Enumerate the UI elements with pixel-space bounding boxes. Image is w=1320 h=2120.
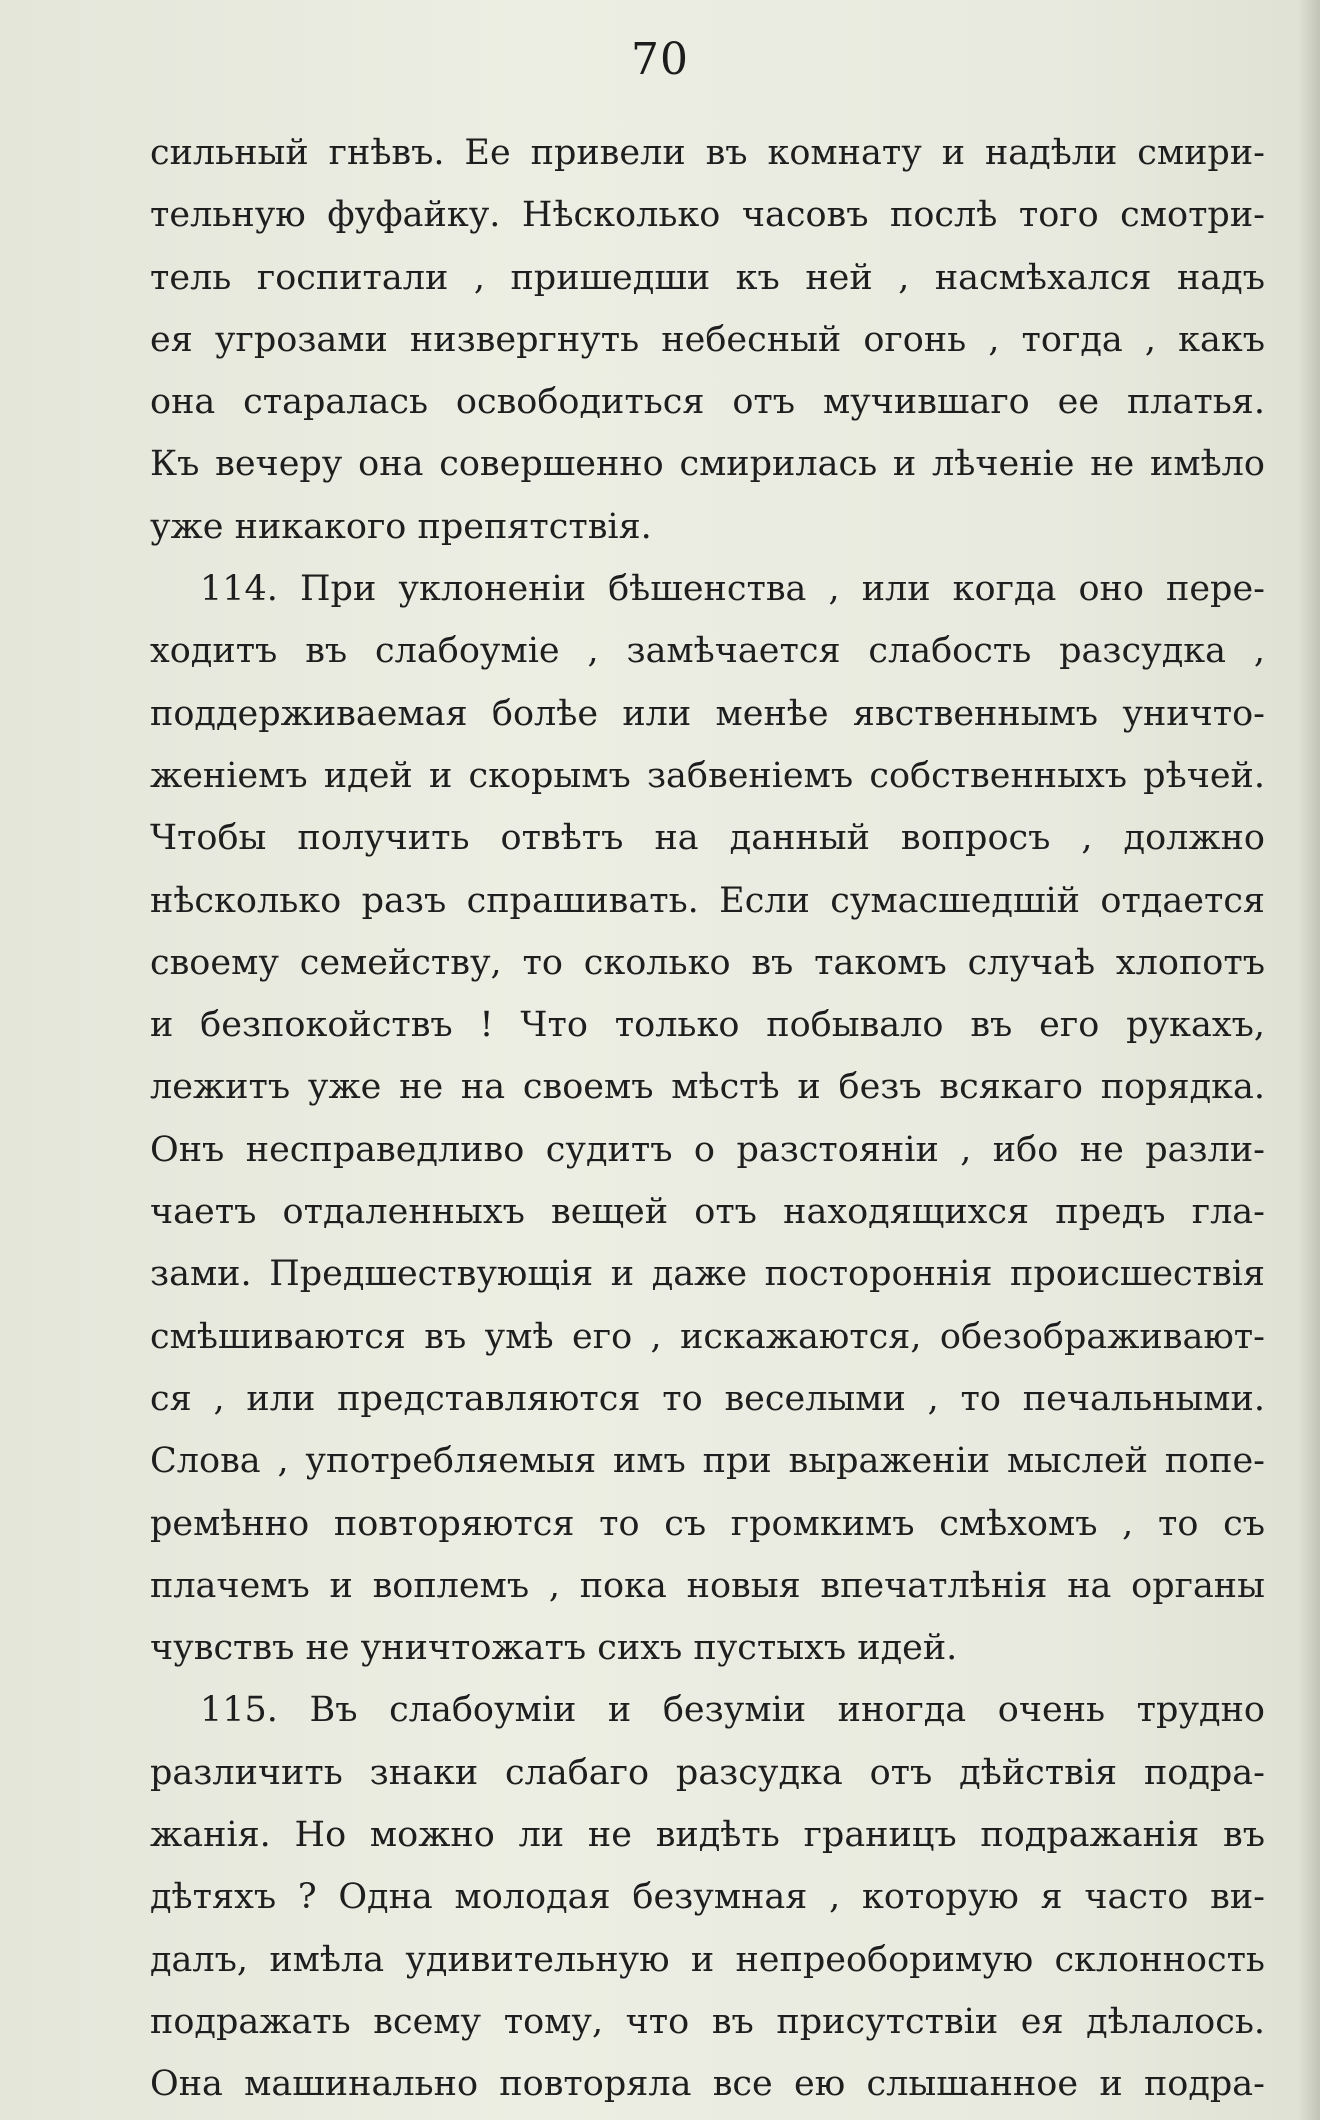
text-line: Онъ несправедливо судитъ о разстояніи , ибо не разли- [150,1129,1265,1170]
text-line: уже никакого препятствія. [150,506,652,547]
text-line: и безпокойствъ ! Что только побывало въ его рукахъ, [150,1005,1265,1046]
text-line: чувствъ не уничтожатъ сихъ пустыхъ идей. [150,1628,958,1669]
text-line: смѣшиваются въ умѣ его , искажаются, обезображивают- [150,1316,1265,1357]
text-line: ся , или представляются то веселыми , то печальными. [150,1378,1265,1419]
page-edge-shadow [1298,0,1320,2120]
text-line: тельную фуфайку. Нѣсколько часовъ послѣ того смотри- [150,195,1265,236]
text-line: нѣсколько разъ спрашивать. Если сумасшедшій отдается [150,880,1265,921]
text-line: сильный гнѣвъ. Ее привели въ комнату и надѣли смири- [150,133,1265,173]
text-line: далъ, имѣла удивительную и непреоборимую склонность [150,1939,1265,1980]
text-line: жанія. Но можно ли не видѣть границъ подражанія въ [150,1815,1265,1856]
text-line: своему семейству, то сколько въ такомъ случаѣ хлопотъ [150,942,1265,983]
text-line: различить знаки слабаго разсудка отъ дѣйствія подра- [150,1752,1265,1793]
text-line: подражать всему тому, что въ присутствіи ея дѣлалось. [150,2001,1265,2042]
text-line: дѣтяхъ ? Одна молодая безумная , которую я часто ви- [150,1877,1265,1918]
text-line: Она машинально повторяла все ею слышанное и подра- [150,2064,1265,2105]
text-line: она старалась освободиться отъ мучившаго ее платья. [150,382,1265,423]
body-text [150,122,1265,2116]
text-line: 115. Въ слабоуміи и безуміи иногда очень трудно [200,1690,1265,1731]
page-number: 70 [631,34,689,85]
text-line: зами. Предшествующія и даже постороннія происшествія [150,1254,1265,1295]
text-line: 114. При уклоненіи бѣшенства , или когда оно пере- [200,569,1265,610]
text-line: чаетъ отдаленныхъ вещей отъ находящихся предъ гла- [150,1192,1265,1233]
text-line: поддерживаемая болѣе или менѣе явственнымъ уничто- [150,693,1265,734]
text-line: женіемъ идей и скорымъ забвеніемъ собственныхъ рѣчей. [150,755,1265,796]
text-line: ея угрозами низвергнуть небесный огонь , тогда , какъ [150,319,1265,360]
text-line: плачемъ и воплемъ , пока новыя впечатлѣнія на органы [150,1565,1265,1606]
text-line: Къ вечеру она совершенно смирилась и лѣченіе не имѣло [150,444,1265,485]
text-line: ремѣнно повторяются то съ громкимъ смѣхомъ , то съ [150,1503,1265,1544]
text-line: Слова , употребляемыя имъ при выраженіи мыслей попе- [150,1441,1265,1482]
text-line: тель госпитали , пришедши къ ней , насмѣхался надъ [150,257,1265,298]
text-line: ходитъ въ слабоуміе , замѣчается слабость разсудка , [150,631,1265,672]
text-line: лежитъ уже не на своемъ мѣстѣ и безъ всякаго порядка. [150,1067,1265,1108]
text-line: Чтобы получить отвѣтъ на данный вопросъ , должно [150,818,1265,859]
